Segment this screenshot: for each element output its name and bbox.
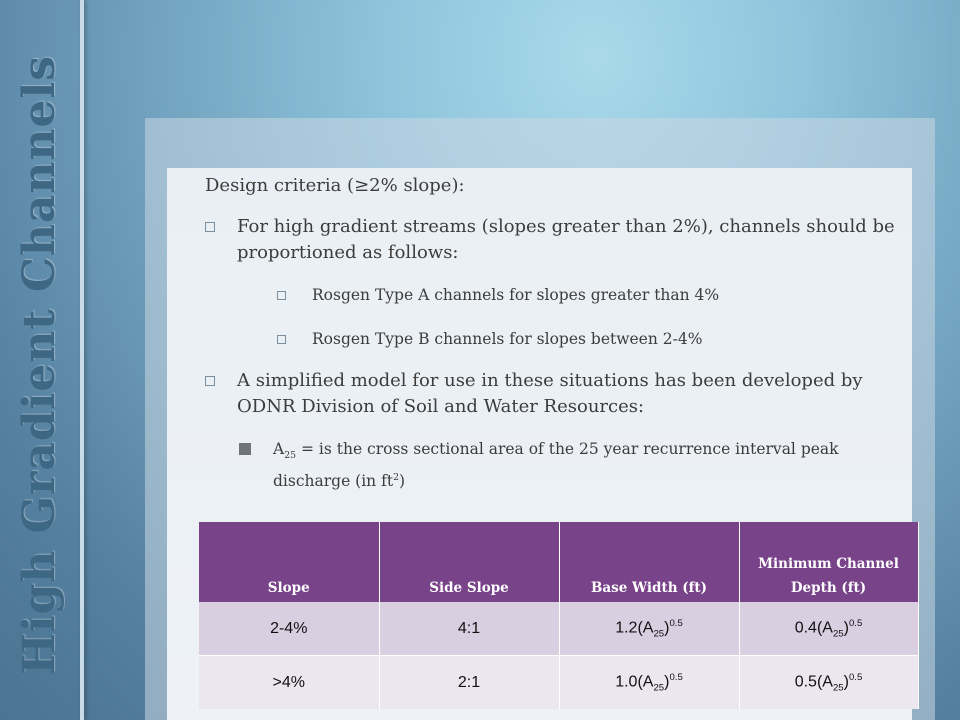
table-row	[199, 656, 918, 710]
slide-content	[205, 175, 905, 492]
header-min-depth: Minimum Channel Depth (ft)	[739, 522, 918, 602]
square-bullet-icon	[277, 291, 286, 300]
channel-dimensions-table	[199, 522, 919, 709]
cell-side-slope: 4:1	[379, 602, 559, 656]
sub-bullet-type-a	[277, 284, 905, 306]
cell-base-width: $1.2(A_{25})^{0.5}$	[559, 602, 739, 656]
slide-title: High Gradient Channels	[13, 55, 65, 675]
definition-bullet	[239, 438, 905, 492]
sub-bullet-type-b	[277, 328, 905, 350]
bullet-text: A simplified model for use in these situations has been developed by ODNR Division of Soil and Water Resources:	[237, 370, 863, 417]
cell-base-width: $1.0(A_{25})^{0.5}$	[559, 656, 739, 710]
bullet-text: For high gradient streams (slopes greater than 2%), channels should be proportioned as follows:	[237, 216, 895, 263]
table-row	[199, 602, 918, 656]
header-slope: Slope	[199, 522, 379, 602]
bullet-high-gradient	[205, 214, 905, 266]
sub-bullet-text: Rosgen Type B channels for slopes between 2-4%	[312, 330, 703, 348]
square-bullet-icon	[205, 222, 215, 232]
definition-text: $A_{25}$ = is the cross sectional area of the 25 year recurrence interval peak discharge (in $ft^2$)	[273, 440, 839, 491]
square-bullet-icon	[277, 335, 286, 344]
header-base-width: Base Width (ft)	[559, 522, 739, 602]
bullet-simplified-model	[205, 368, 905, 420]
title-area	[8, 40, 70, 690]
divider-line	[80, 0, 84, 720]
cell-slope: >4%	[199, 656, 379, 710]
cell-side-slope: 2:1	[379, 656, 559, 710]
cell-min-depth: $0.5(A_{25})^{0.5}$	[739, 656, 918, 710]
design-criteria-heading: Design criteria (≥2% slope):	[205, 175, 465, 196]
square-bullet-icon	[205, 376, 215, 386]
sub-bullet-text: Rosgen Type A channels for slopes greater than 4%	[312, 286, 720, 304]
header-side-slope: Side Slope	[379, 522, 559, 602]
cell-slope: 2-4%	[199, 602, 379, 656]
cell-min-depth: $0.4(A_{25})^{0.5}$	[739, 602, 918, 656]
filled-square-bullet-icon	[239, 443, 251, 455]
